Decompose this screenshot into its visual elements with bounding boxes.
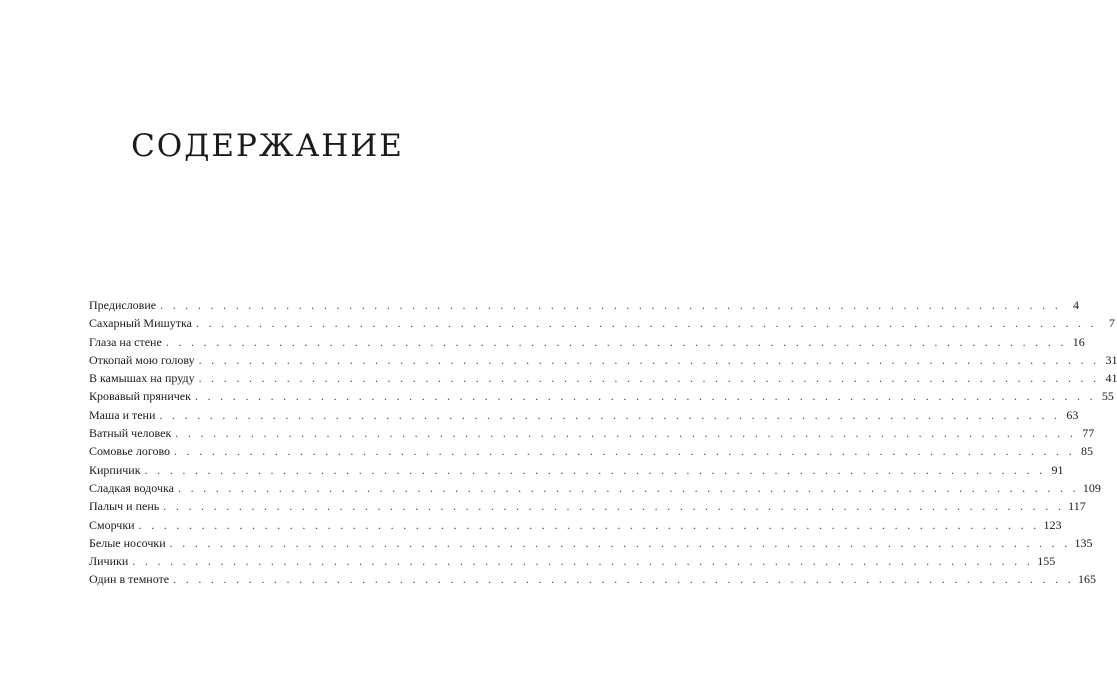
toc-entry	[89, 314, 1115, 332]
toc-entry-title: Сладкая водочка	[89, 480, 174, 495]
dot-leader: . . . . . . . . . . . . . . . . . . . . . . . . . . . . . . . . . . . . . . . . . . . . . . . . . . . . . . . . . . . . . . . . . . . . . . . .	[144, 462, 1046, 477]
dot-leader: . . . . . . . . . . . . . . . . . . . . . . . . . . . . . . . . . . . . . . . . . . . . . . . . . . . . . . . . . . . . . . . . . . . . . . . .	[159, 407, 1061, 422]
dot-leader: . . . . . . . . . . . . . . . . . . . . . . . . . . . . . . . . . . . . . . . . . . . . . . . . . . . . . . . . . . . . . . . . . . . . . . . .	[160, 298, 1061, 312]
dot-leader: . . . . . . . . . . . . . . . . . . . . . . . . . . . . . . . . . . . . . . . . . . . . . . . . . . . . . . . . . . . . . . . . . . . . . . . .	[198, 352, 1100, 367]
dot-leader: . . . . . . . . . . . . . . . . . . . . . . . . . . . . . . . . . . . . . . . . . . . . . . . . . . . . . . . . . . . . . . . . . . . . . . . .	[194, 389, 1096, 404]
toc-entry	[89, 351, 1117, 369]
dot-leader: . . . . . . . . . . . . . . . . . . . . . . . . . . . . . . . . . . . . . . . . . . . . . . . . . . . . . . . . . . . . . . . . . . . . . . . .	[174, 444, 1075, 459]
page-title: СОДЕРЖАНИЕ	[131, 128, 404, 164]
dot-leader: . . . . . . . . . . . . . . . . . . . . . . . . . . . . . . . . . . . . . . . . . . . . . . . . . . . . . . . . . . . . . . . . . . . . . . . .	[195, 316, 1097, 331]
toc-entry	[89, 406, 1079, 424]
toc-entry-title: В камышах на пруду	[89, 371, 195, 386]
toc-entry	[89, 424, 1095, 442]
dot-leader: . . . . . . . . . . . . . . . . . . . . . . . . . . . . . . . . . . . . . . . . . . . . . . . . . . . . . . . . . . . . . . . . . . . . . . . .	[173, 572, 1075, 587]
toc-entry-page: 117	[1068, 499, 1086, 514]
toc-entry-page: 31	[1105, 352, 1117, 367]
toc-entry-title: Палыч и пень	[89, 499, 160, 514]
toc-entry-page: 16	[1072, 334, 1085, 349]
toc-entry-page: 85	[1080, 444, 1093, 459]
toc-entry-page: 7	[1108, 316, 1115, 331]
toc-entry	[89, 369, 1117, 387]
toc-entry-page: 63	[1066, 407, 1079, 422]
toc-entry	[89, 333, 1085, 351]
toc-entry	[89, 387, 1114, 405]
toc-entry	[89, 534, 1093, 552]
dot-leader: . . . . . . . . . . . . . . . . . . . . . . . . . . . . . . . . . . . . . . . . . . . . . . . . . . . . . . . . . . . . . . . . . . . . . . . .	[175, 426, 1077, 441]
toc-entry-title: Маша и тени	[89, 407, 156, 422]
toc-entry-title: Сахарный Мишутка	[89, 316, 192, 331]
toc-entry-page: 109	[1082, 480, 1101, 495]
toc-entry-title: Личики	[89, 554, 129, 569]
toc-entry-title: Белые носочки	[89, 535, 166, 550]
toc-entry	[89, 296, 1079, 314]
toc-entry-page: 55	[1101, 389, 1114, 404]
dot-leader: . . . . . . . . . . . . . . . . . . . . . . . . . . . . . . . . . . . . . . . . . . . . . . . . . . . . . . . . . . . . . . . . . . . . . . . .	[163, 499, 1065, 514]
toc-entry-title: Откопай мою голову	[89, 352, 195, 367]
toc-entry-page: 91	[1051, 462, 1064, 477]
dot-leader: . . . . . . . . . . . . . . . . . . . . . . . . . . . . . . . . . . . . . . . . . . . . . . . . . . . . . . . . . . . . . . . . . . . . . . . .	[165, 334, 1067, 349]
toc-entry-title: Предисловие	[89, 298, 157, 312]
toc-entry-page: 123	[1043, 517, 1062, 532]
toc-entry-title: Глаза на стене	[89, 334, 162, 349]
toc-entry-title: Сомовье логово	[89, 444, 171, 459]
toc-entry	[89, 570, 1097, 588]
dot-leader: . . . . . . . . . . . . . . . . . . . . . . . . . . . . . . . . . . . . . . . . . . . . . . . . . . . . . . . . . . . . . . . . . . . . . . . .	[169, 535, 1071, 550]
toc-entry	[89, 516, 1062, 534]
toc-entry-title: Кирпичик	[89, 462, 141, 477]
dot-leader: . . . . . . . . . . . . . . . . . . . . . . . . . . . . . . . . . . . . . . . . . . . . . . . . . . . . . . . . . . . . . . . . . . . . . . . .	[132, 554, 1034, 569]
toc-entry-title: Ватный человек	[89, 426, 172, 441]
toc-entry	[89, 479, 1101, 497]
toc-entry-title: Сморчки	[89, 517, 135, 532]
dot-leader: . . . . . . . . . . . . . . . . . . . . . . . . . . . . . . . . . . . . . . . . . . . . . . . . . . . . . . . . . . . . . . . . . . . . . . . .	[198, 371, 1100, 386]
toc-entry	[89, 442, 1093, 460]
toc-entry-page: 41	[1105, 371, 1117, 386]
toc-entry-page: 165	[1078, 572, 1097, 587]
toc-entry	[89, 497, 1086, 515]
dot-leader: . . . . . . . . . . . . . . . . . . . . . . . . . . . . . . . . . . . . . . . . . . . . . . . . . . . . . . . . . . . . . . . . . . . . . . . .	[177, 480, 1079, 495]
toc-entry-page: 135	[1074, 535, 1093, 550]
toc-entry-title: Один в темноте	[89, 572, 170, 587]
toc-entry-title: Кровавый пряничек	[89, 389, 191, 404]
toc-entry-page: 4	[1073, 298, 1079, 312]
dot-leader: . . . . . . . . . . . . . . . . . . . . . . . . . . . . . . . . . . . . . . . . . . . . . . . . . . . . . . . . . . . . . . . . . . . . . . . .	[138, 517, 1040, 532]
toc-entry-page: 77	[1082, 426, 1095, 441]
toc-entry	[89, 552, 1056, 570]
toc-entry	[89, 461, 1064, 479]
table-of-contents	[89, 296, 1117, 589]
toc-entry-page: 155	[1037, 554, 1056, 569]
